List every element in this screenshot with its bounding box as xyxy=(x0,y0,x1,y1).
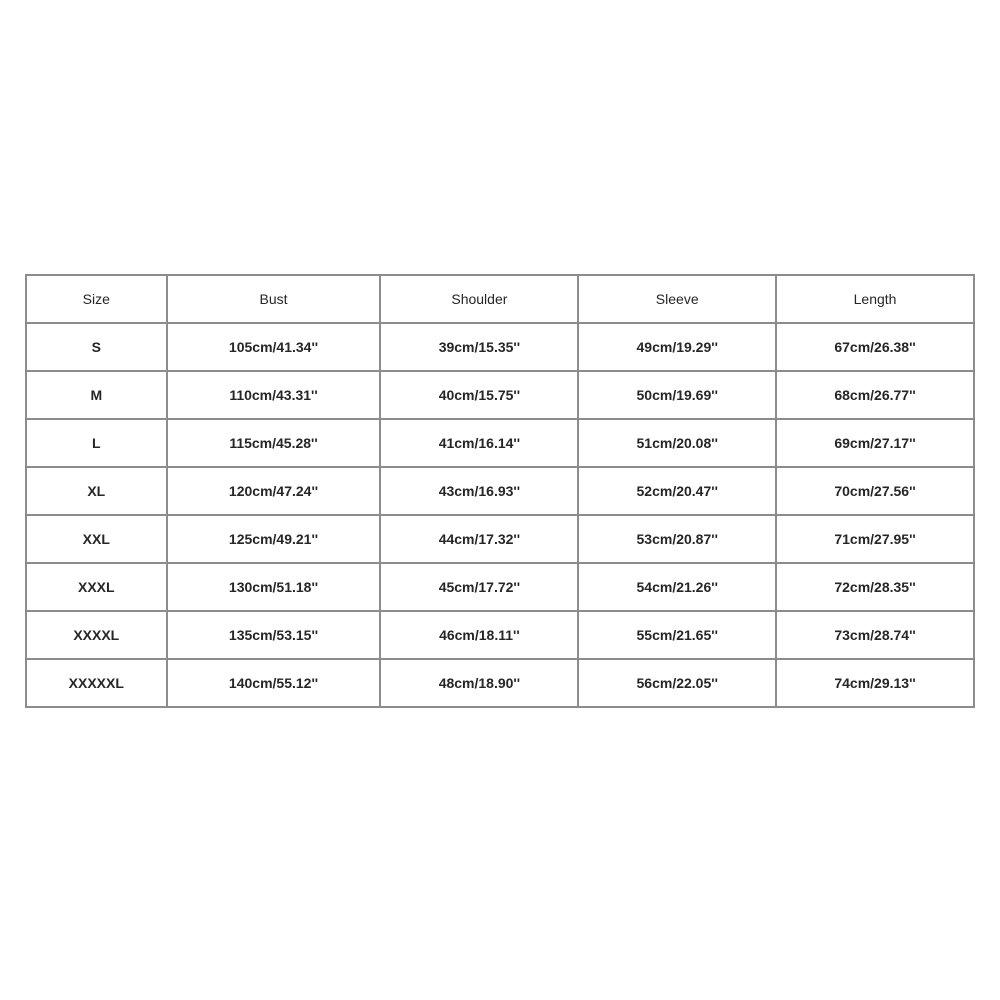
header-size: Size xyxy=(26,275,167,323)
header-bust: Bust xyxy=(167,275,381,323)
cell-sleeve: 54cm/21.26'' xyxy=(578,563,776,611)
cell-shoulder: 40cm/15.75'' xyxy=(380,371,578,419)
cell-size: M xyxy=(26,371,167,419)
cell-bust: 115cm/45.28'' xyxy=(167,419,381,467)
cell-bust: 140cm/55.12'' xyxy=(167,659,381,707)
cell-bust: 130cm/51.18'' xyxy=(167,563,381,611)
cell-shoulder: 48cm/18.90'' xyxy=(380,659,578,707)
cell-size: S xyxy=(26,323,167,371)
cell-length: 70cm/27.56'' xyxy=(776,467,974,515)
table-body xyxy=(26,323,974,707)
table-row xyxy=(26,419,974,467)
cell-size: XXXL xyxy=(26,563,167,611)
cell-sleeve: 49cm/19.29'' xyxy=(578,323,776,371)
cell-sleeve: 56cm/22.05'' xyxy=(578,659,776,707)
cell-length: 72cm/28.35'' xyxy=(776,563,974,611)
cell-shoulder: 43cm/16.93'' xyxy=(380,467,578,515)
table-row xyxy=(26,371,974,419)
cell-size: L xyxy=(26,419,167,467)
cell-sleeve: 50cm/19.69'' xyxy=(578,371,776,419)
table-row xyxy=(26,323,974,371)
table-row xyxy=(26,467,974,515)
cell-length: 73cm/28.74'' xyxy=(776,611,974,659)
cell-bust: 120cm/47.24'' xyxy=(167,467,381,515)
cell-size: XL xyxy=(26,467,167,515)
cell-length: 74cm/29.13'' xyxy=(776,659,974,707)
cell-shoulder: 41cm/16.14'' xyxy=(380,419,578,467)
cell-sleeve: 53cm/20.87'' xyxy=(578,515,776,563)
cell-bust: 110cm/43.31'' xyxy=(167,371,381,419)
cell-bust: 135cm/53.15'' xyxy=(167,611,381,659)
cell-size: XXXXL xyxy=(26,611,167,659)
cell-size: XXL xyxy=(26,515,167,563)
cell-length: 69cm/27.17'' xyxy=(776,419,974,467)
cell-bust: 125cm/49.21'' xyxy=(167,515,381,563)
cell-bust: 105cm/41.34'' xyxy=(167,323,381,371)
cell-sleeve: 55cm/21.65'' xyxy=(578,611,776,659)
cell-length: 71cm/27.95'' xyxy=(776,515,974,563)
cell-shoulder: 39cm/15.35'' xyxy=(380,323,578,371)
cell-size: XXXXXL xyxy=(26,659,167,707)
cell-shoulder: 44cm/17.32'' xyxy=(380,515,578,563)
cell-shoulder: 46cm/18.11'' xyxy=(380,611,578,659)
cell-sleeve: 52cm/20.47'' xyxy=(578,467,776,515)
cell-sleeve: 51cm/20.08'' xyxy=(578,419,776,467)
header-length: Length xyxy=(776,275,974,323)
table-row xyxy=(26,659,974,707)
table-row xyxy=(26,611,974,659)
header-row xyxy=(26,275,974,323)
table-header xyxy=(26,275,974,323)
cell-length: 68cm/26.77'' xyxy=(776,371,974,419)
cell-shoulder: 45cm/17.72'' xyxy=(380,563,578,611)
size-chart-table xyxy=(25,274,975,708)
table-row xyxy=(26,515,974,563)
cell-length: 67cm/26.38'' xyxy=(776,323,974,371)
table-row xyxy=(26,563,974,611)
header-sleeve: Sleeve xyxy=(578,275,776,323)
header-shoulder: Shoulder xyxy=(380,275,578,323)
